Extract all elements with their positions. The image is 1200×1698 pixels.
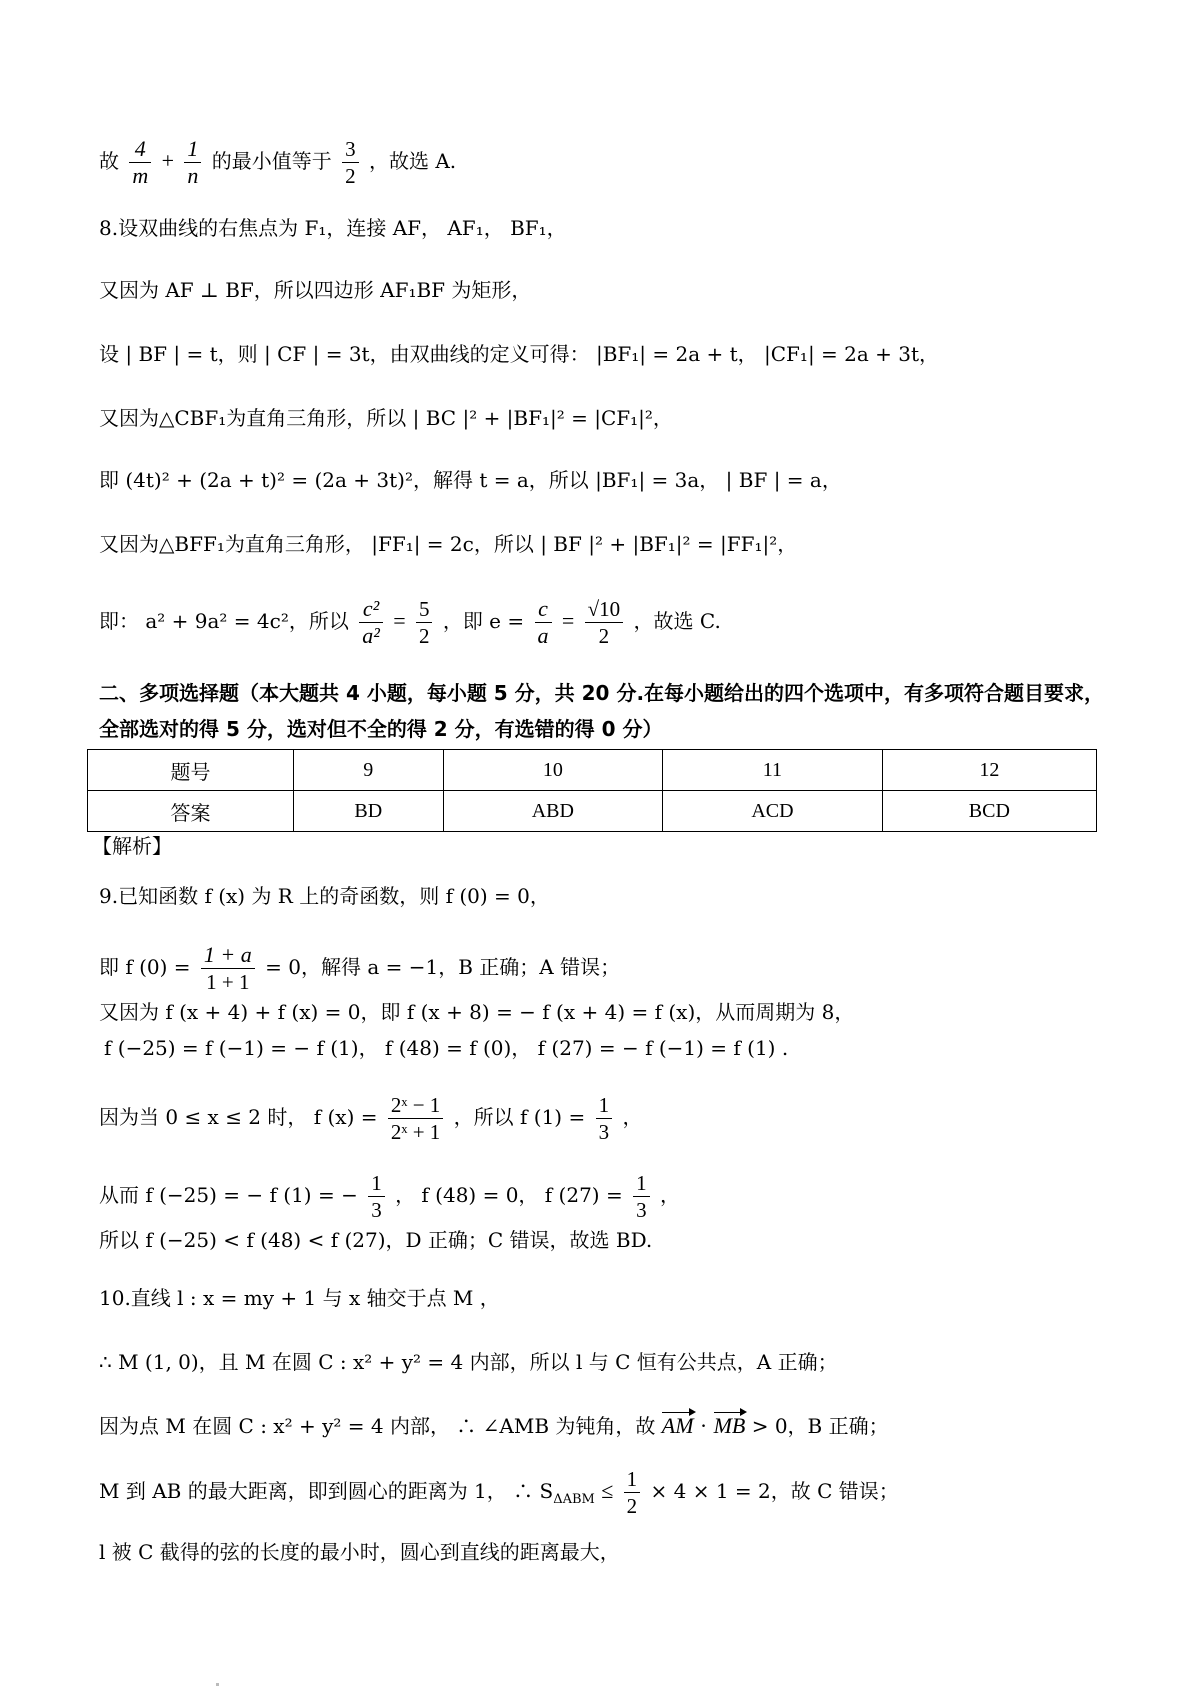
text: 即 f (0) = [99,955,191,979]
line-eccentricity [99,596,721,649]
text: 故 [99,149,119,173]
fraction: $\frac{1 + a}{1 + 1}$ [201,942,255,995]
vector: AM [661,1413,694,1438]
table-cell: BD [294,791,444,832]
table-row [88,791,1097,832]
line-solve-t: 即 (4t)² + (2a + t)² = (2a + 3t)²，解得 t = a，所以 |BF₁| = 3a， | BF | = a， [99,468,842,492]
line-compute [99,1170,680,1223]
section-heading-cont: 全部选对的得 5 分，选对但不全的得 2 分，有选错的得 0 分） [99,717,663,741]
text: · [699,1413,708,1438]
text: = [393,608,406,633]
line-right-triangle-2: 又因为△BFF₁为直角三角形， |FF₁| = 2c，所以 | BF |² + |BF₁|² = |FF₁|²， [99,532,798,556]
line-point-inside: ∴ M (1, 0)，且 M 在圆 C : x² + y² = 4 内部，所以 l 与 C 恒有公共点，A 正确； [99,1350,838,1374]
fraction: $\frac{c}{a}$ [535,596,552,649]
fraction: $\frac{5}{2}$ [416,596,433,649]
line-values: f (−25) = f (−1) = − f (1)， f (48) = f (0)， f (27) = − f (−1) = f (1) . [104,1036,789,1060]
table-cell: 11 [663,750,883,791]
fraction: $\frac{1}{3}$ [596,1092,613,1145]
line-obtuse-angle [99,1412,889,1440]
fraction: $\frac{√10}{2}$ [585,596,624,649]
fraction: $\frac{\text{c²}}{\text{a²}}$ [359,596,383,649]
text: 因为当 0 ≤ x ≤ 2 时， f (x) = [99,1105,378,1129]
table-cell: 9 [294,750,444,791]
line-conclusion-9: 所以 f (−25) < f (48) < f (27)，D 正确；C 错误，故选 BD. [99,1228,653,1252]
line-q8-intro: 8.设双曲线的右焦点为 F₁，连接 AF， AF₁， BF₁， [99,216,567,240]
text: ， f (48) = 0， f (27) = [395,1183,623,1207]
fraction: $\frac{\text{2ˣ − 1}}{\text{2ˣ + 1}}$ [388,1092,443,1145]
text: 即： a² + 9a² = 4c²，所以 [99,609,349,633]
line-min-value [99,136,456,189]
line-definition: 设 | BF | = t，则 | CF | = 3t，由双曲线的定义可得： |BF₁| = 2a + t， |CF₁| = 2a + 3t， [99,342,940,366]
text: 因为点 M 在圆 C : x² + y² = 4 内部， ∴ ∠AMB 为钝角，故 [99,1414,656,1438]
text: ≤ [601,1478,614,1503]
fraction: $\frac{1}{2}$ [624,1466,641,1519]
text: 从而 f (−25) = − f (1) = − [99,1183,358,1207]
line-rectangle: 又因为 AF ⊥ BF，所以四边形 AF₁BF 为矩形， [99,278,532,302]
answer-table [87,749,1097,832]
text: M 到 AB 的最大距离，即到圆心的距离为 1， ∴ S [99,1479,554,1503]
table-row [88,750,1097,791]
text: ，故选 A. [368,149,457,173]
table-cell: 12 [882,750,1096,791]
line-max-distance [99,1466,899,1519]
fraction: $\frac{3}{2}$ [342,136,359,189]
page-mark [216,1683,219,1686]
text: ， [622,1105,643,1129]
text: ，即 e = [442,609,525,633]
section-heading: 二、多项选择题（本大题共 4 小题，每小题 5 分，共 20 分.在每小题给出的四个选项中，有多项符合题目要求， [99,681,1105,705]
fraction: $\frac{1}{n}$ [184,136,201,189]
fraction: $\frac{1}{3}$ [368,1170,385,1223]
text: ， [659,1183,680,1207]
line-q9-odd: 9.已知函数 f (x) 为 R 上的奇函数，则 f (0) = 0， [99,884,550,908]
fraction: $\frac{4}{m}$ [129,136,151,189]
text: + [161,148,175,173]
line-function-def [99,1092,642,1145]
line-solve-a [99,942,620,995]
table-cell: 题号 [88,750,294,791]
subscript: ΔABM [553,1492,595,1507]
table-cell: 答案 [88,791,294,832]
analysis-label: 【解析】 [92,834,172,858]
line-period: 又因为 f (x + 4) + f (x) = 0，即 f (x + 8) = − f (x + 4) = f (x)，从而周期为 8， [99,1000,855,1024]
line-chord: l 被 C 截得的弦的长度的最小时，圆心到直线的距离最大， [99,1540,620,1564]
fraction: $\frac{1}{3}$ [633,1170,650,1223]
line-q10-intro: 10.直线 l : x = my + 1 与 x 轴交于点 M ， [99,1286,500,1310]
table-cell: ACD [663,791,883,832]
table-cell: 10 [443,750,663,791]
line-right-triangle-1: 又因为△CBF₁为直角三角形，所以 | BC |² + |BF₁|² = |CF₁|²， [99,406,673,430]
table-cell: ABD [443,791,663,832]
text: ，所以 f (1) = [453,1105,586,1129]
table-cell: BCD [882,791,1096,832]
text: = 0，解得 a = −1，B 正确；A 错误； [265,955,621,979]
text: = [561,608,575,633]
text: × 4 × 1 = 2，故 C 错误； [650,1479,899,1503]
vector: MB [713,1413,746,1438]
text: > 0，B 正确； [751,1414,889,1438]
text: 的最小值等于 [211,149,332,173]
text: ，故选 C. [633,609,721,633]
